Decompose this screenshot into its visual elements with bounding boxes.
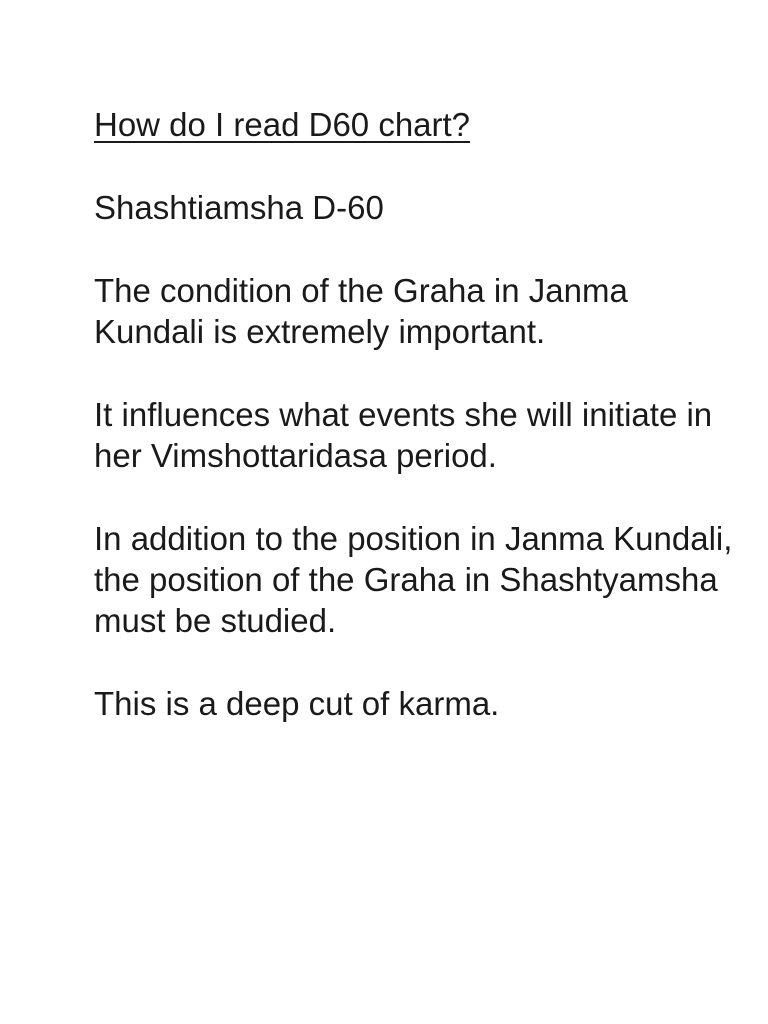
subtitle-paragraph: Shashtiamsha D-60 <box>94 189 384 226</box>
body-paragraph: The condition of the Graha in Janma Kundali is extremely important. <box>94 272 628 350</box>
document-body <box>94 104 734 766</box>
body-paragraph: It influences what events she will initiate in her Vimshottaridasa period. <box>94 396 713 474</box>
body-paragraph: This is a deep cut of karma. <box>94 685 500 722</box>
document-title: How do I read D60 chart? <box>94 106 471 143</box>
body-paragraph: In addition to the position in Janma Kundali, the position of the Graha in Shashtyamsha must be studied. <box>94 520 733 639</box>
